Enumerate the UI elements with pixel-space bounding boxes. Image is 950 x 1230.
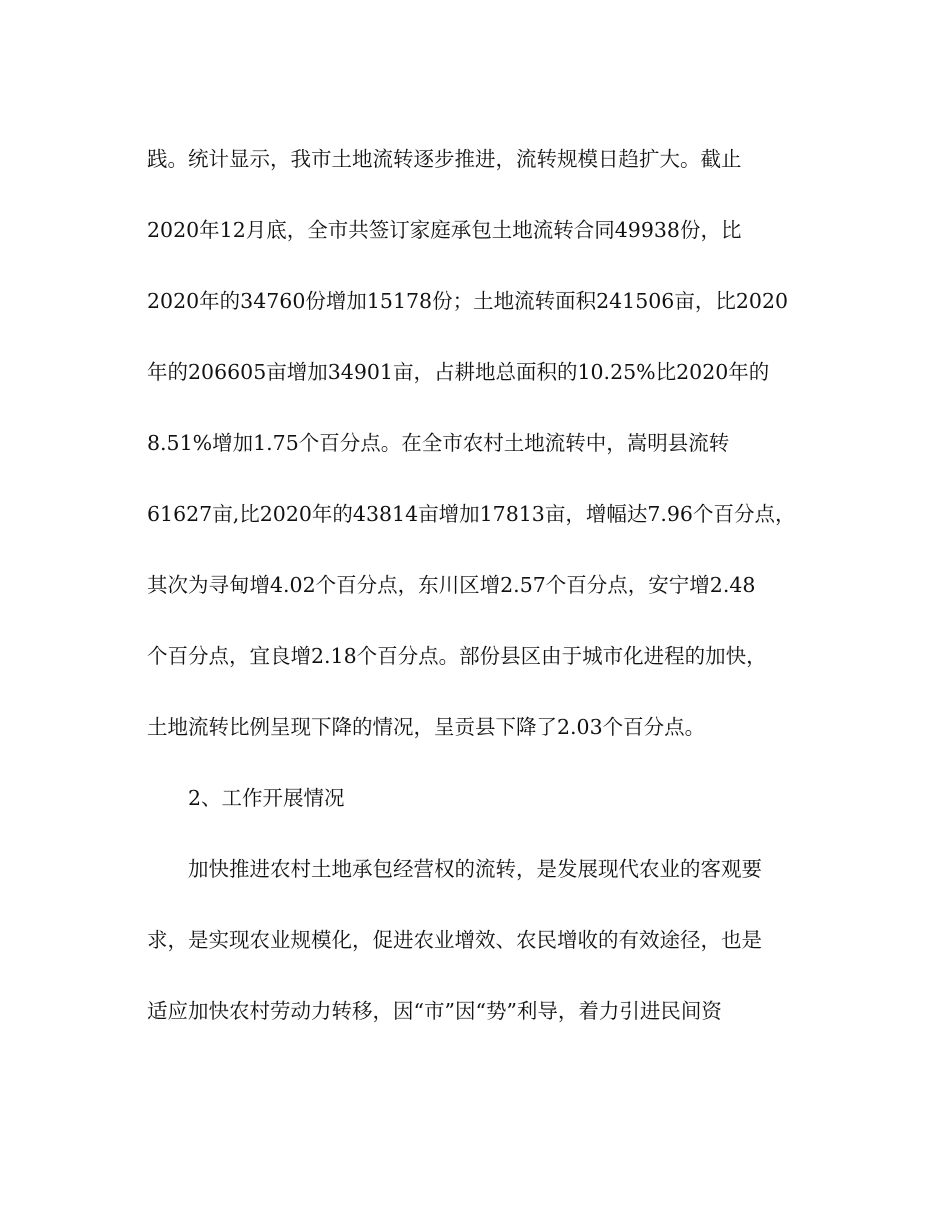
body-text-line: 2020年12月底，全市共签订家庭承包土地流转合同49938份，比 — [147, 218, 742, 242]
body-text-line: 年的206605亩增加34901亩，占耕地总面积的10.25%比2020年的 — [147, 360, 770, 384]
body-text-line: 8.51%增加1.75个百分点。在全市农村土地流转中，嵩明县流转 — [147, 431, 730, 455]
body-text-line: 加快推进农村土地承包经营权的流转，是发展现代农业的客观要 — [188, 857, 762, 881]
body-text-line: 个百分点，宜良增2.18个百分点。部份县区由于城市化进程的加快， — [147, 644, 767, 668]
body-text-line: 践。统计显示，我市土地流转逐步推进，流转规模日趋扩大。截止 — [147, 147, 742, 171]
body-text-line: 土地流转比例呈现下降的情况，呈贡县下降了2.03个百分点。 — [147, 715, 706, 739]
body-text-line: 其次为寻甸增4.02个百分点，东川区增2.57个百分点，安宁增2.48 — [147, 573, 756, 597]
body-text-line: 适应加快农村劳动力转移，因“市”因“势”利导，着力引进民间资 — [147, 999, 722, 1023]
body-text-line: 2020年的34760份增加15178份；土地流转面积241506亩，比2020 — [147, 289, 789, 313]
body-text-line: 求，是实现农业规模化，促进农业增效、农民增收的有效途径，也是 — [147, 928, 762, 952]
section-heading: 2、工作开展情况 — [188, 786, 345, 810]
body-text-line: 61627亩,比2020年的43814亩增加17813亩，增幅达7.96个百分点， — [147, 502, 796, 526]
